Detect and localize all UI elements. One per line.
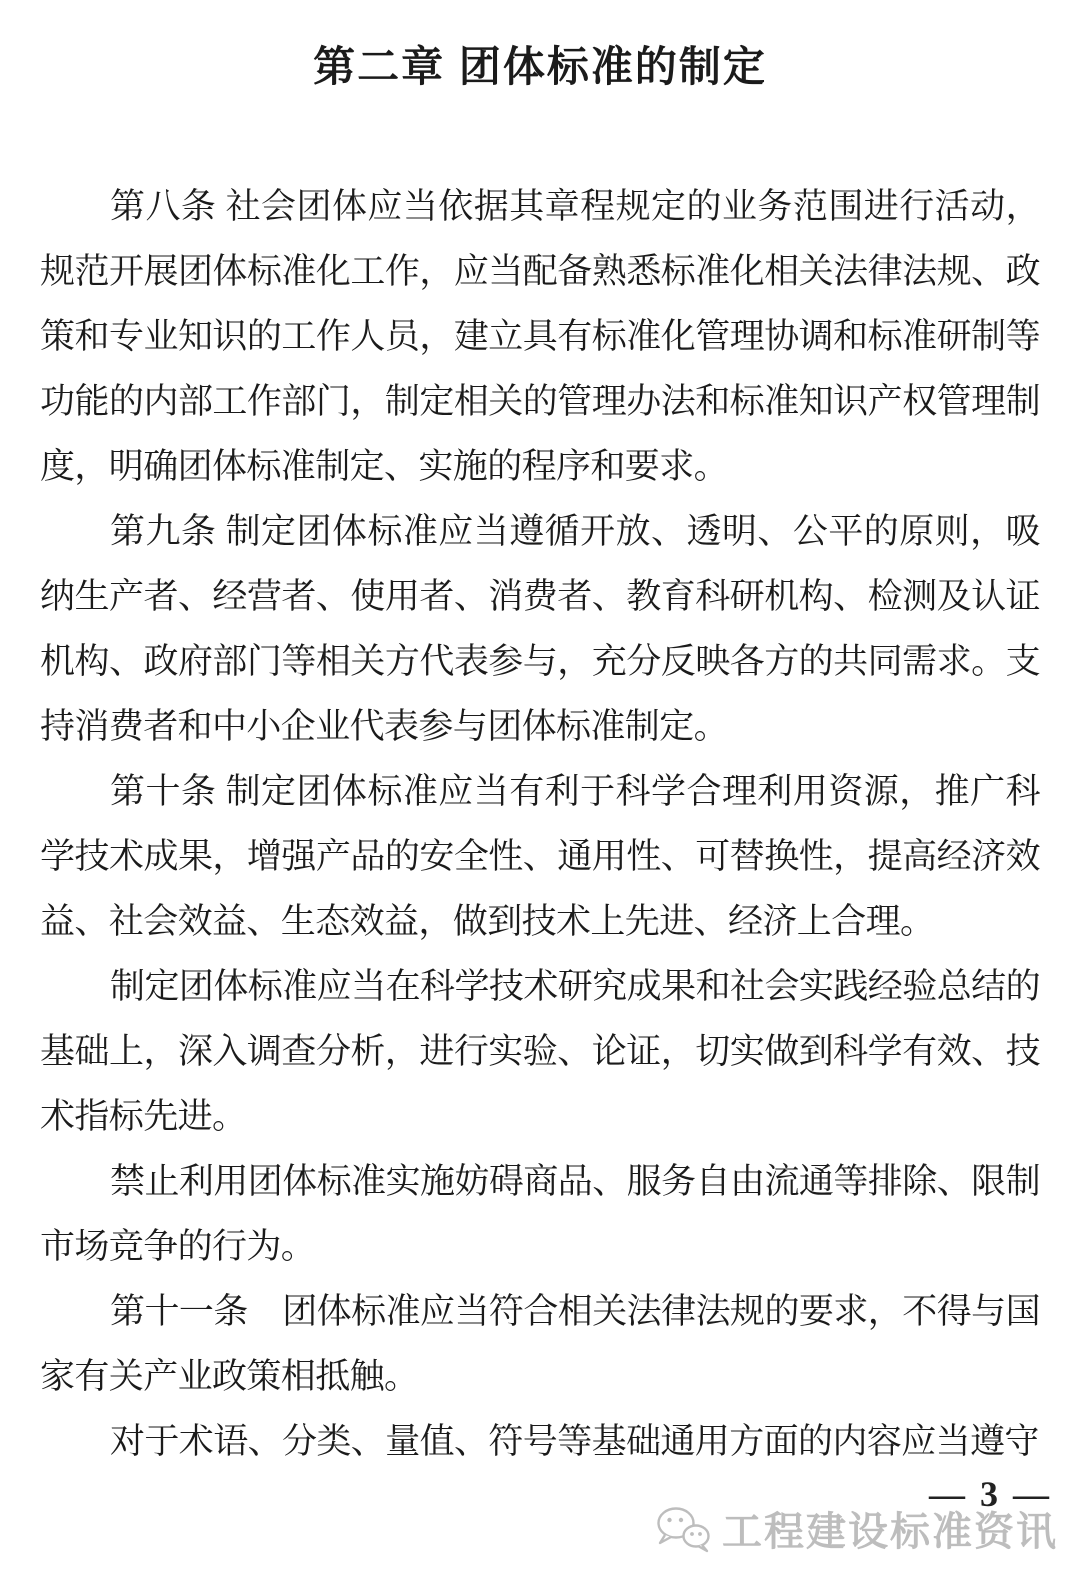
paragraph-article-10-cont-2: 禁止利用团体标准实施妨碍商品、服务自由流通等排除、限制市场竞争的行为。 [40,1162,1040,1267]
paragraph-article-11-cont: 对于术语、分类、量值、符号等基础通用方面的内容应当遵守 [110,1422,1039,1462]
paragraph-article-10-cont-1: 制定团体标准应当在科学技术研究成果和社会实践经验总结的基础上，深入调查分析，进行实验、论证，切实做到科学有效、技术指标先进。 [40,967,1040,1137]
paragraph-article-10: 第十条 制定团体标准应当有利于科学合理利用资源，推广科学技术成果，增强产品的安全性、通用性、可替换性，提高经济效益、社会效益、生态效益，做到技术上先进、经济上合理。 [40,772,1040,942]
chapter-title: 第二章 团体标准的制定 [313,43,767,90]
paragraph-article-9: 第九条 制定团体标准应当遵循开放、透明、公平的原则，吸纳生产者、经营者、使用者、消费者、教育科研机构、检测及认证机构、政府部门等相关方代表参与，充分反映各方的共同需求。支持消费者和中小企业代表参与团体标准制定。 [40,512,1040,747]
paragraph-article-11: 第十一条 团体标准应当符合相关法律法规的要求，不得与国家有关产业政策相抵触。 [40,1292,1040,1397]
wechat-icon [654,1505,712,1553]
page-number: — 3 — [929,1474,1052,1514]
watermark-text: 工程建设标准资讯 [722,1510,1058,1554]
document-body [40,174,1040,1474]
paragraph-article-8: 第八条 社会团体应当依据其章程规定的业务范围进行活动，规范开展团体标准化工作，应当配备熟悉标准化相关法律法规、政策和专业知识的工作人员，建立具有标准化管理协调和标准研制等功能的内部工作部门，制定相关的管理办法和标准知识产权管理制度，明确团体标准制定、实施的程序和要求。 [40,187,1040,487]
